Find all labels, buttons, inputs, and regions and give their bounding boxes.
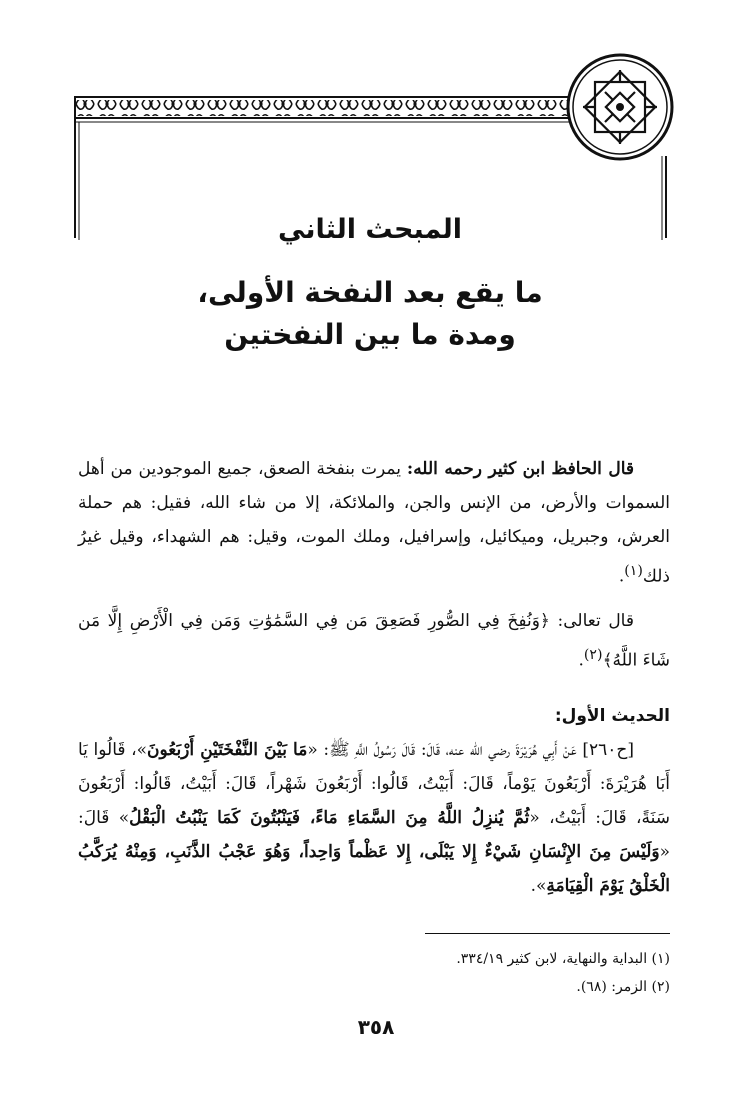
hadith-heading: الحديث الأول: [554, 706, 670, 727]
hadith-text [78, 733, 670, 903]
hadith-narration-3: » قَالَ: « [78, 808, 670, 863]
paragraph-ibn-kathir [78, 452, 670, 594]
hadith-narration-4: ». [530, 876, 547, 897]
chapter-title-line-2: ومدة ما بين النفختين [224, 318, 516, 351]
verse-end: . [578, 650, 584, 671]
quran-verse: ﴿وَنُفِخَ فِي الصُّورِ فَصَعِقَ مَن فِي السَّمَٰوَٰتِ وَمَن فِي الْأَرْضِ إِلَّا مَن شَاءَ اللَّهُ﴾ [78, 610, 670, 671]
page-number: ٣٥٨ [357, 1015, 395, 1039]
footnote-divider [425, 933, 670, 934]
footnotes [260, 945, 670, 1001]
paragraph-verse [78, 604, 670, 678]
main-text [78, 452, 670, 903]
title-block [120, 210, 620, 356]
hadith-quote-1: مَا بَيْنَ النَّفْخَتَيْنِ أَرْبَعُونَ [146, 740, 308, 761]
paragraph-text: يمرت بنفخة الصعق، جميع الموجودين من أهل السموات والأرض، من الإنس والجن، والملائكة، إلا من شاء الله، فقيل: هم حملة العرش، وجبريل، وميكائيل، وإسرافيل، وملك الموت، وقيل: هم الشهداء، وقيل غيرُ ذلك [78, 459, 670, 587]
section-title: المبحث الثاني [278, 214, 462, 245]
footnote-ref-2: (٢) [583, 646, 603, 663]
footnote-2: (٢) الزمر: (٦٨). [576, 979, 670, 995]
hadith-quote-2: ثُمَّ يُنزِلُ اللَّهُ مِنَ السَّمَاءِ مَاءً، فَيَنْبُتُونَ كَمَا يَنْبُتُ الْبَقْلُ [129, 808, 530, 829]
footnote-ref-1: (١) [624, 563, 643, 579]
medallion-ornament-icon [565, 52, 675, 162]
paragraph-lead: قال الحافظ ابن كثير رحمه الله: [406, 459, 634, 479]
hadith-quote-3: وَلَيْسَ مِنَ الإِنْسَانِ شَيْءٌ إِلا يَبْلَى، إِلا عَظْماً وَاحِداً، وَهُوَ عَجْبُ الذَّنَبِ، وَمِنْهُ يُرَكَّبُ الْخَلْقُ يَوْمَ الْقِيَامَةِ [78, 842, 670, 897]
chapter-title-line-1: ما يقع بعد النفخة الأولى، [197, 276, 543, 309]
paragraph-end: . [618, 566, 625, 587]
hadith-narration-1: [ح٢٦٠] عَنْ أَبِي هُرَيْرَةَ رضي الله عنه، قَالَ: قَالَ رَسُولُ اللَّهِ ﷺ: « [307, 740, 634, 761]
footnote-1: (١) البداية والنهاية، لابن كثير ٣٣٤/١٩. [456, 951, 670, 967]
verse-lead: قال تعالى: [549, 610, 634, 631]
hadith-narration-2: »، قَالُوا يَا أَبَا هُرَيْرَةَ: أَرْبَعُونَ يَوْماً، قَالَ: أَبَيْتُ، قَالُوا: أَرْبَعُونَ شَهْراً، قَالَ: أَبَيْتُ، قَالُوا: أَرْبَعُونَ سَنَةً، قَالَ: أَبَيْتُ، « [78, 740, 670, 829]
